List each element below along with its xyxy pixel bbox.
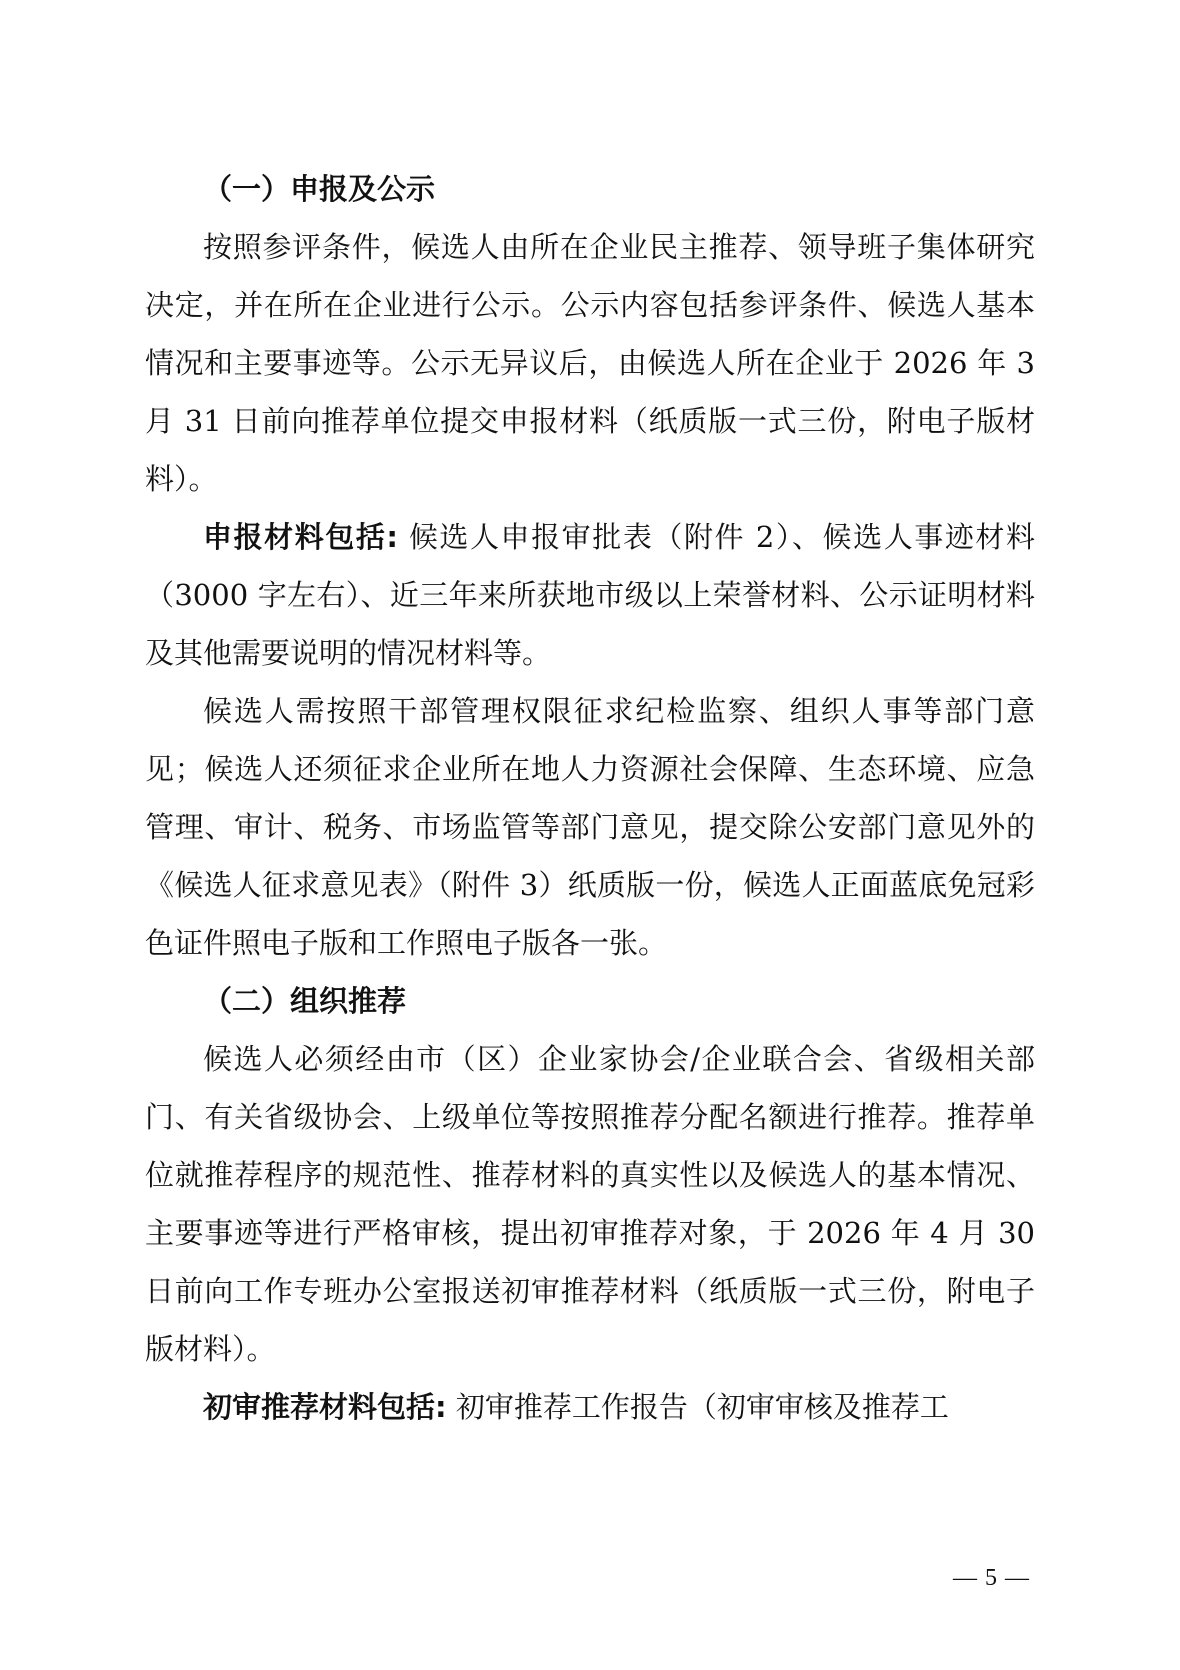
paragraph-recommendation: 候选人必须经由市（区）企业家协会/企业联合会、省级相关部门、有关省级协会、上级单位等按照推荐分配名额进行推荐。推荐单位就推荐程序的规范性、推荐材料的真实性以及候选人的基本情况、主要事迹等进行严格审核，提出初审推荐对象，于 2026 年 4 月 30 日前向工作专班办公室报送初审推荐材料（纸质版一式三份，附电子版材料）。 [145, 1042, 1035, 1366]
page-number: — 5 — [953, 1565, 1030, 1591]
section-heading-1: （一）申报及公示 [203, 172, 436, 206]
review-materials-text: 初审推荐工作报告（初审审核及推荐工 [446, 1390, 949, 1424]
materials-lead-label: 申报材料包括: [203, 520, 399, 554]
materials-text: 候选人申报审批表（附件 2）、候选人事迹材料（3000 字左右）、近三年来所获地市级以上荣誉材料、公示证明材料及其他需要说明的情况材料等。 [145, 520, 1035, 670]
paragraph-opinions: 候选人需按照干部管理权限征求纪检监察、组织人事等部门意见；候选人还须征求企业所在地人力资源社会保障、生态环境、应急管理、审计、税务、市场监管等部门意见，提交除公安部门意见外的《候选人征求意见表》（附件 3）纸质版一份，候选人正面蓝底免冠彩色证件照电子版和工作照电子版各一张。 [145, 694, 1035, 960]
review-materials-lead-label: 初审推荐材料包括: [203, 1390, 447, 1424]
paragraph-application: 按照参评条件，候选人由所在企业民主推荐、领导班子集体研究决定，并在所在企业进行公示。公示内容包括参评条件、候选人基本情况和主要事迹等。公示无异议后，由候选人所在企业于 2026 年 3 月 31 日前向推荐单位提交申报材料（纸质版一式三份，附电子版材料）。 [145, 230, 1035, 496]
section-heading-2: （二）组织推荐 [203, 984, 407, 1018]
paragraph-application-materials [145, 508, 1035, 682]
paragraph-review-materials [145, 1378, 1035, 1436]
document-body [145, 160, 1035, 1436]
